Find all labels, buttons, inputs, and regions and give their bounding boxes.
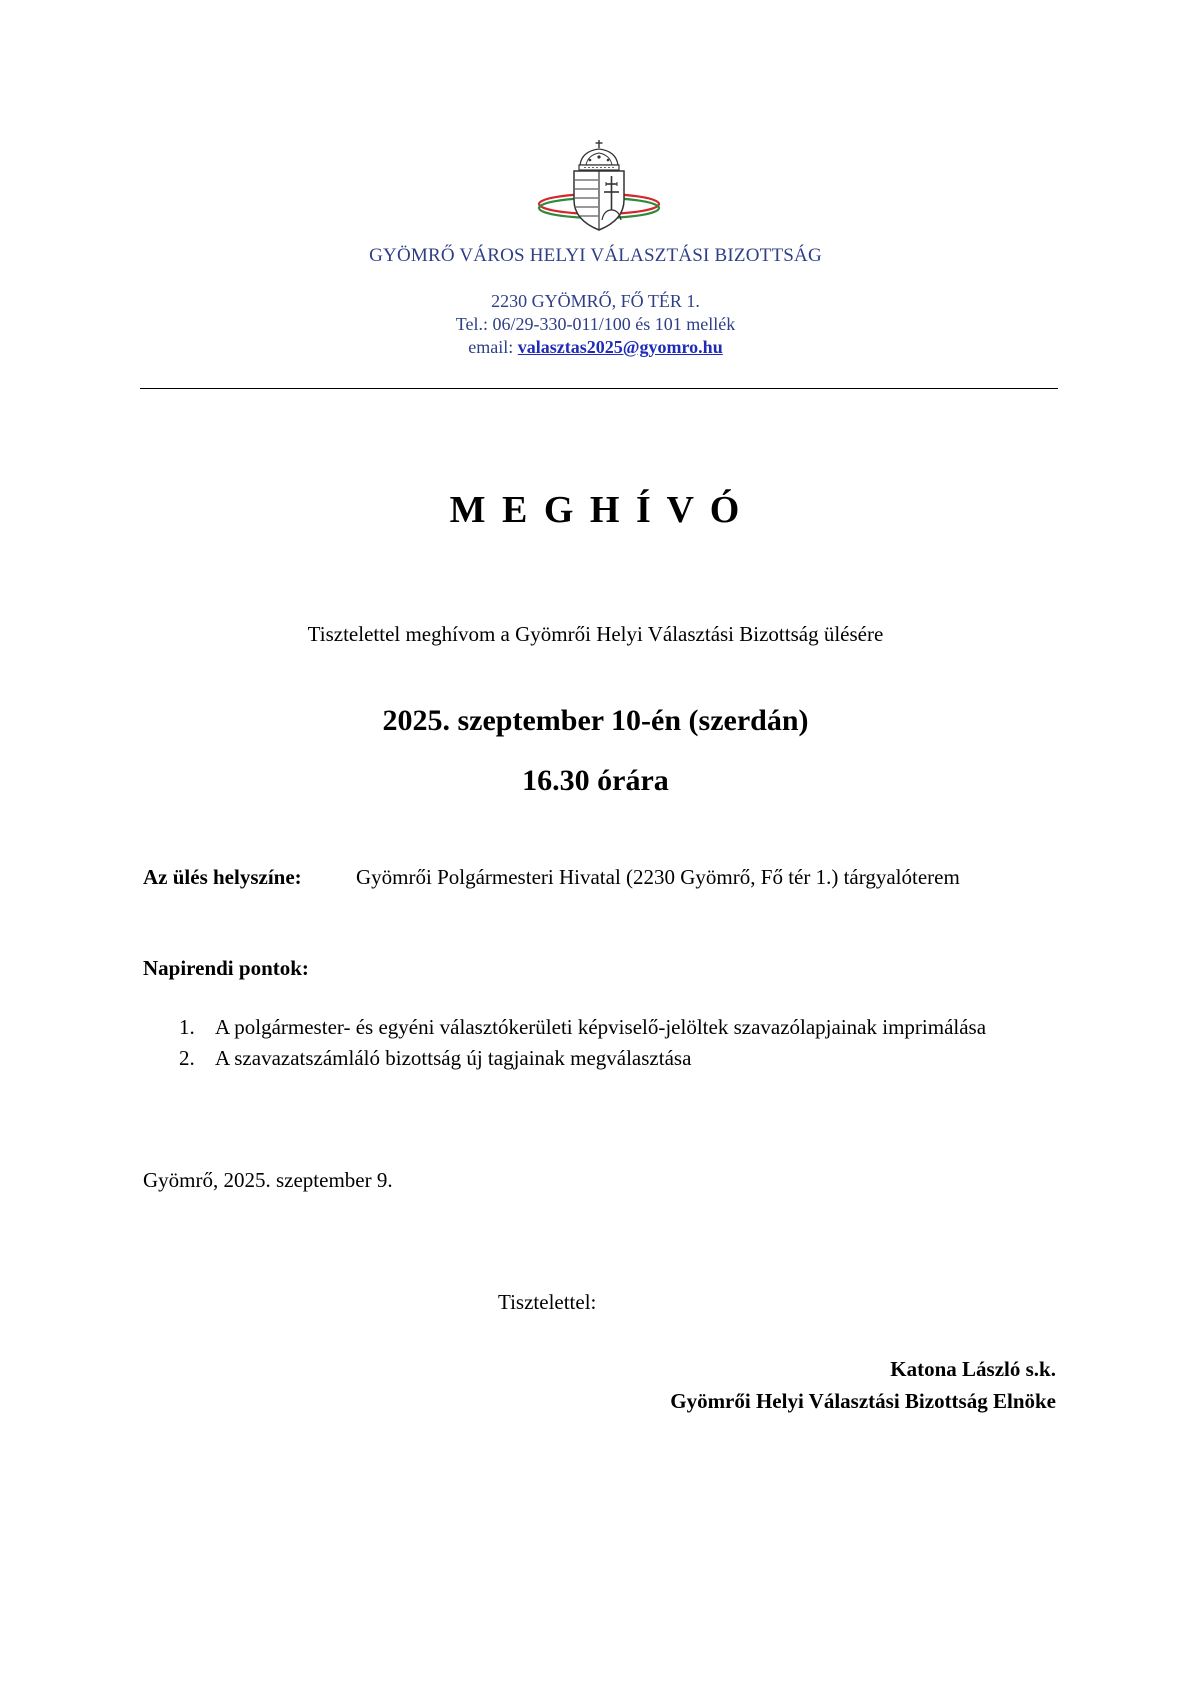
- agenda-item-text: A szavazatszámláló bizottság új tagjainak megválasztása: [215, 1046, 692, 1070]
- coat-of-arms-icon: [534, 138, 664, 238]
- venue-label: Az ülés helyszíne:: [143, 865, 302, 889]
- email-label: email:: [468, 337, 518, 357]
- organization-name: GYÖMRŐ VÁROS HELYI VÁLASZTÁSI BIZOTTSÁG: [369, 245, 822, 266]
- signer-title: Gyömrői Helyi Választási Bizottság Elnöke: [670, 1389, 1056, 1413]
- email-line: [0, 336, 1191, 359]
- meeting-time: 16.30 órára: [522, 764, 669, 797]
- phone-number: Tel.: 06/29-330-011/100 és 101 mellék: [455, 314, 736, 334]
- agenda-item-number: 1.: [179, 1015, 195, 1039]
- agenda-item: [143, 1043, 1055, 1074]
- signature-block: [670, 1353, 1056, 1417]
- postal-address: 2230 GYÖMRŐ, FŐ TÉR 1.: [491, 291, 700, 311]
- agenda-item: [143, 1012, 1055, 1043]
- venue-value: Gyömrői Polgármesteri Hivatal (2230 Gyömrő, Fő tér 1.) tárgyalóterem: [356, 865, 960, 889]
- agenda-list: [143, 1012, 1055, 1074]
- closing-salutation: Tisztelettel:: [498, 1290, 597, 1314]
- signer-name: Katona László s.k.: [890, 1357, 1056, 1381]
- place-and-date: Gyömrő, 2025. szeptember 9.: [143, 1168, 393, 1192]
- meeting-date: 2025. szeptember 10-én (szerdán): [382, 704, 809, 737]
- invitation-text: Tisztelettel meghívom a Gyömrői Helyi Választási Bizottság ülésére: [307, 622, 884, 646]
- email-link[interactable]: valasztas2025@gyomro.hu: [517, 337, 723, 357]
- agenda-item-number: 2.: [179, 1046, 195, 1070]
- header-divider: [140, 388, 1058, 389]
- contact-block: [0, 290, 1191, 359]
- document-title: M E G H Í V Ó: [449, 489, 742, 531]
- agenda-item-text: A polgármester- és egyéni választókerületi képviselő-jelöltek szavazólapjainak imprimálása: [215, 1015, 987, 1039]
- agenda-heading: Napirendi pontok:: [143, 956, 309, 980]
